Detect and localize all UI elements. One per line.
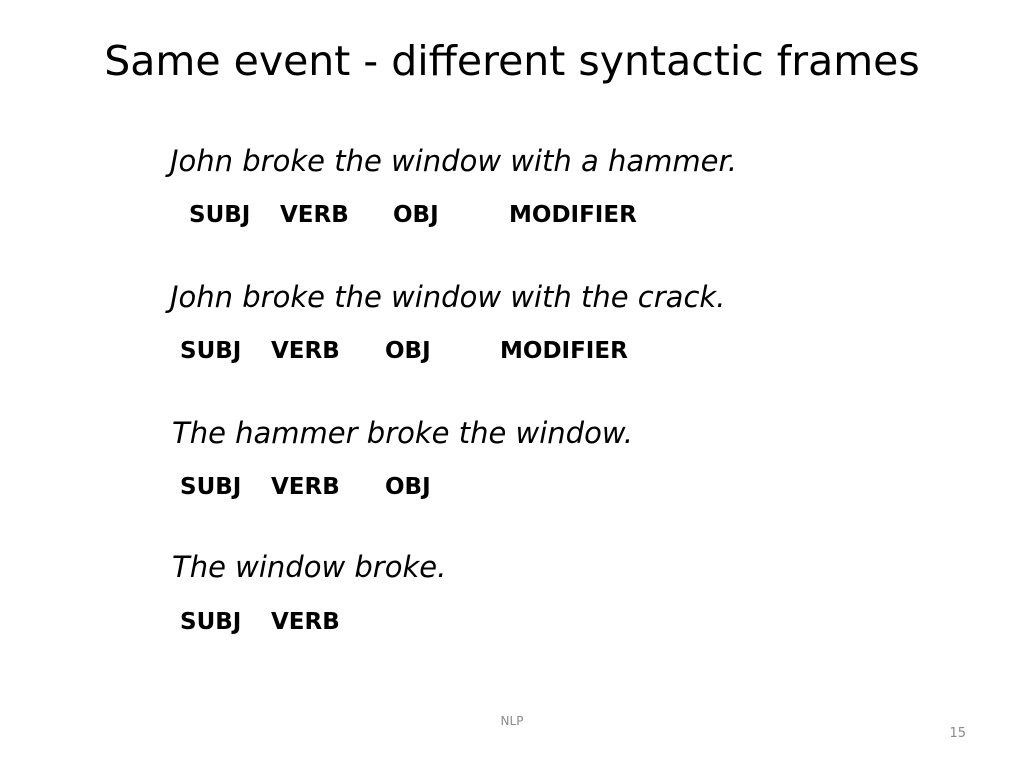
example-tags-3 — [180, 472, 660, 502]
tag-verb: VERB — [271, 474, 340, 500]
tag-verb: VERB — [271, 609, 340, 635]
tag-verb: VERB — [280, 202, 349, 228]
tag-modifier: MODIFIER — [509, 202, 637, 228]
example-tags-4 — [180, 607, 660, 637]
slide-title: Same event - different syntactic frames — [104, 37, 920, 85]
example-sentence-4: The window broke. — [172, 550, 447, 584]
tag-subj: SUBJ — [189, 202, 251, 228]
example-sentence-1: John broke the window with a hammer. — [170, 144, 737, 178]
tag-subj: SUBJ — [180, 338, 242, 364]
example-sentence-3: The hammer broke the window. — [172, 416, 633, 450]
example-tags-1 — [189, 200, 669, 230]
slide-footer: NLP — [500, 714, 524, 728]
tag-verb: VERB — [271, 338, 340, 364]
tag-subj: SUBJ — [180, 474, 242, 500]
tag-modifier: MODIFIER — [500, 338, 628, 364]
tag-obj: OBJ — [385, 338, 431, 364]
tag-obj: OBJ — [385, 474, 431, 500]
example-tags-2 — [180, 336, 660, 366]
page-number: 15 — [949, 726, 966, 741]
tag-subj: SUBJ — [180, 609, 242, 635]
example-sentence-2: John broke the window with the crack. — [170, 280, 726, 314]
tag-obj: OBJ — [393, 202, 439, 228]
